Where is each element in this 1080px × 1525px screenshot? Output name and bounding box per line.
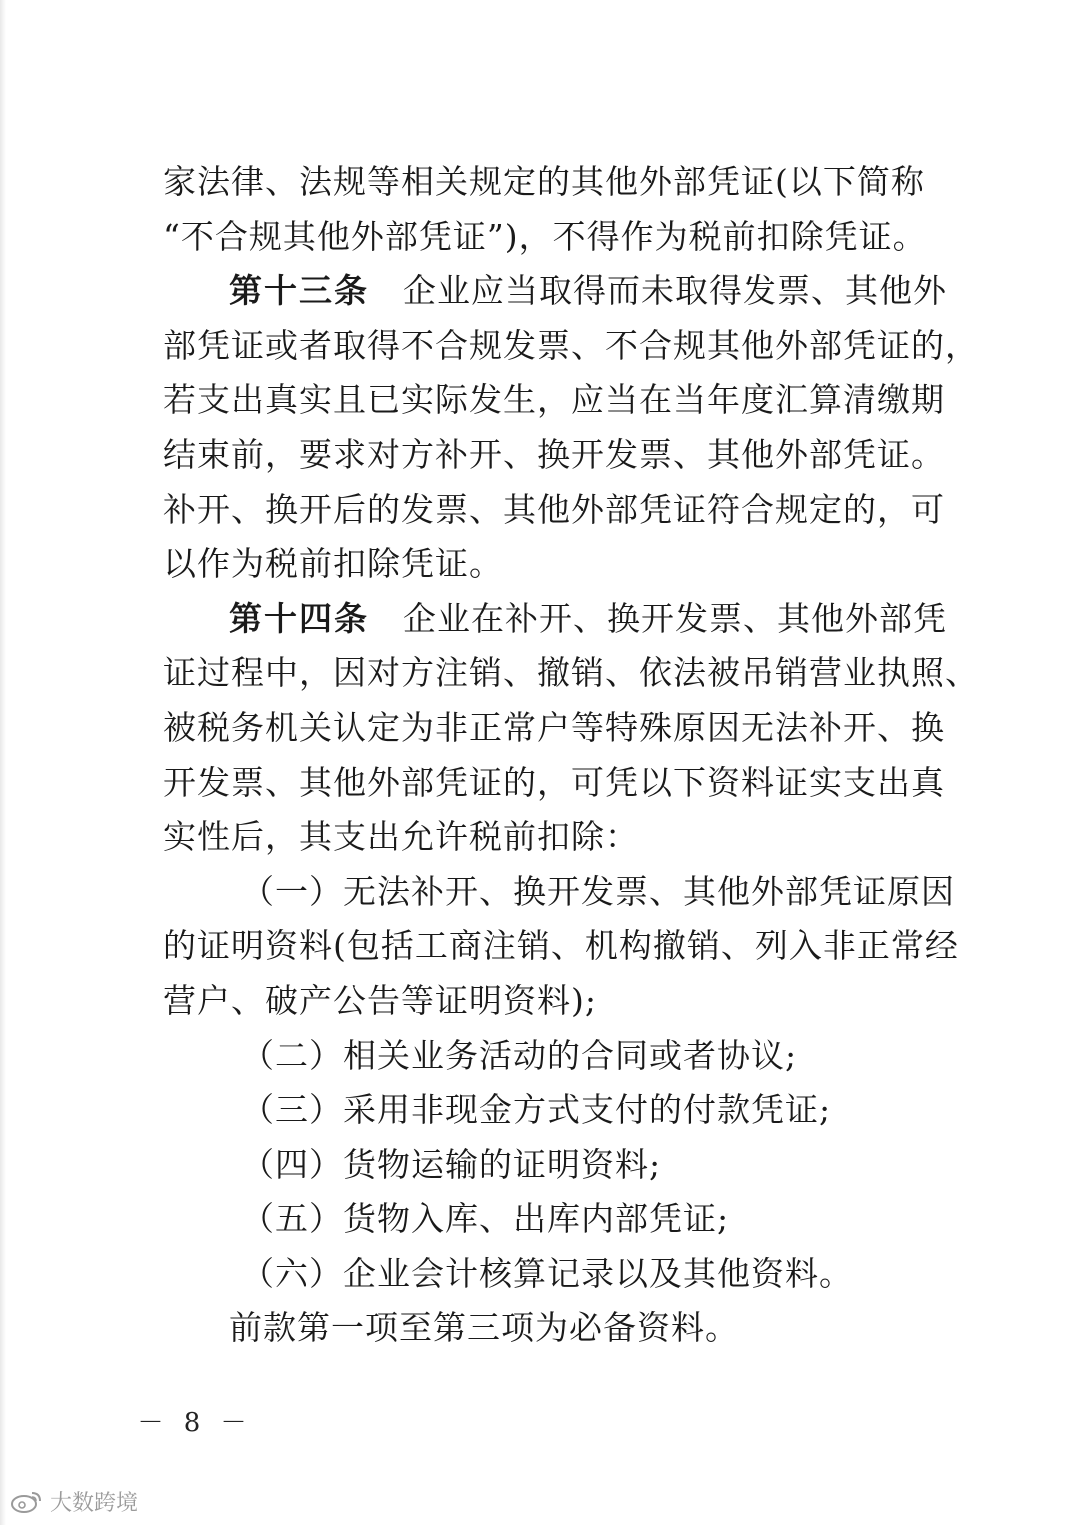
list-item: （四）货物运输的证明资料; — [241, 1144, 662, 1184]
text-line: 开发票、其他外部凭证的，可凭以下资料证实支出真 — [163, 762, 945, 802]
list-item: （一）无法补开、换开发票、其他外部凭证原因 — [241, 871, 955, 911]
text-line: 被税务机关认定为非正常户等特殊原因无法补开、换 — [163, 707, 945, 747]
list-item: （三）采用非现金方式支付的付款凭证; — [241, 1090, 832, 1130]
list-item: （二）相关业务活动的合同或者协议; — [241, 1035, 798, 1075]
text-line: 以作为税前扣除凭证。 — [163, 544, 503, 584]
article-14-first-line — [163, 592, 947, 647]
text-line: 证过程中，因对方注销、撤销、依法被吊销营业执照、 — [163, 653, 979, 693]
article-13-title: 第十三条 — [229, 271, 369, 311]
text-line: 企业在补开、换开发票、其他外部凭 — [403, 598, 947, 638]
closing-line: 前款第一项至第三项为必备资料。 — [229, 1308, 739, 1348]
text-line: 家法律、法规等相关规定的其他外部凭证(以下简称 — [163, 162, 925, 201]
document-body — [163, 155, 979, 1356]
text-line: 实性后，其支出允许税前扣除： — [163, 817, 639, 857]
text-line: 营户、破产公告等证明资料); — [163, 980, 597, 1020]
page-number: － 8 － — [137, 1408, 253, 1438]
text-line: 结束前，要求对方补开、换开发票、其他外部凭证。 — [163, 434, 945, 474]
weibo-logo-icon — [10, 1488, 44, 1514]
page-edge — [0, 0, 6, 1525]
text-line: 补开、换开后的发票、其他外部凭证符合规定的，可 — [163, 489, 945, 529]
text-line: 企业应当取得而未取得发票、其他外 — [403, 271, 947, 311]
list-item: （五）货物入库、出库内部凭证; — [241, 1199, 730, 1239]
watermark — [10, 1486, 138, 1516]
list-item: （六）企业会计核算记录以及其他资料。 — [241, 1253, 853, 1293]
article-13-first-line — [163, 264, 947, 319]
watermark-text: 大数跨境 — [50, 1490, 139, 1516]
article-14-title: 第十四条 — [229, 598, 369, 638]
text-line: 若支出真实且已实际发生，应当在当年度汇算清缴期 — [163, 380, 945, 420]
text-line: 的证明资料(包括工商注销、机构撤销、列入非正常经 — [163, 926, 959, 966]
text-line: “不合规其他外部凭证”)，不得作为税前扣除凭证。 — [163, 216, 927, 256]
text-line: 部凭证或者取得不合规发票、不合规其他外部凭证的， — [163, 325, 979, 365]
